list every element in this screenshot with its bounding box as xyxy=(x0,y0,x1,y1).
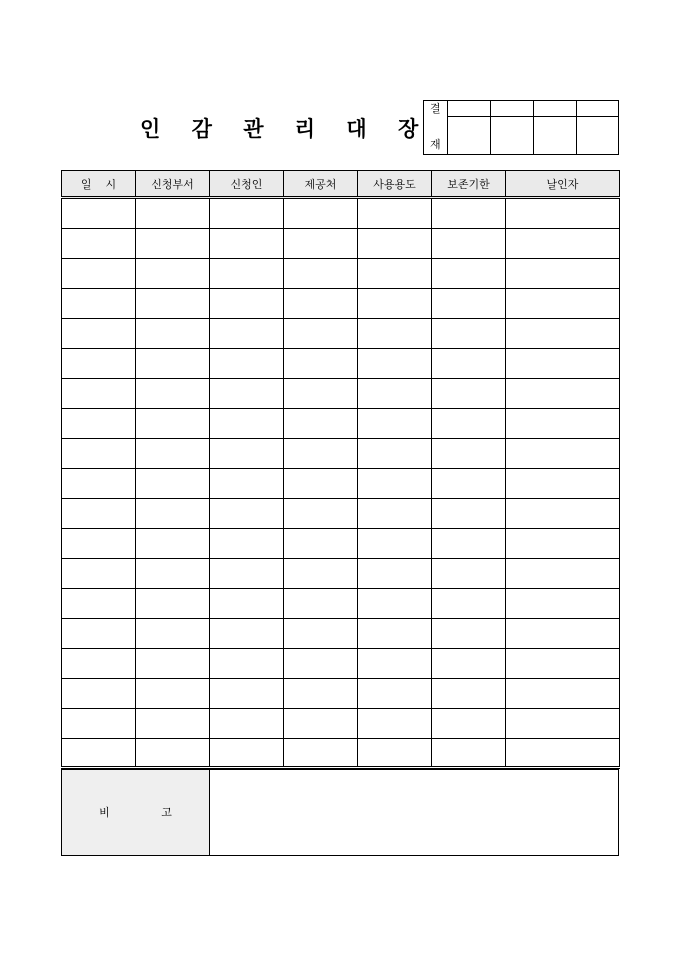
table-cell[interactable] xyxy=(432,619,506,649)
table-cell[interactable] xyxy=(358,559,432,589)
table-cell[interactable] xyxy=(358,198,432,229)
table-cell[interactable] xyxy=(210,289,284,319)
table-cell[interactable] xyxy=(432,499,506,529)
table-cell[interactable] xyxy=(506,529,620,559)
table-cell[interactable] xyxy=(136,469,210,499)
table-cell[interactable] xyxy=(432,259,506,289)
table-cell[interactable] xyxy=(358,379,432,409)
approval-label-column xyxy=(424,101,448,154)
table-cell[interactable] xyxy=(284,349,358,379)
table-cell[interactable] xyxy=(136,529,210,559)
table-cell[interactable] xyxy=(210,589,284,619)
table-cell[interactable] xyxy=(432,529,506,559)
table-cell[interactable] xyxy=(432,649,506,679)
table-cell[interactable] xyxy=(432,319,506,349)
table-row xyxy=(62,589,620,619)
table-cell[interactable] xyxy=(506,589,620,619)
table-cell[interactable] xyxy=(284,289,358,319)
remarks-field[interactable] xyxy=(210,770,618,855)
table-cell[interactable] xyxy=(432,469,506,499)
table-cell[interactable] xyxy=(506,709,620,739)
table-cell[interactable] xyxy=(136,619,210,649)
table-cell[interactable] xyxy=(62,679,136,709)
table-cell[interactable] xyxy=(358,679,432,709)
remarks-section xyxy=(61,769,619,856)
column-header-department: 신청부서 xyxy=(136,171,210,198)
table-cell[interactable] xyxy=(432,739,506,768)
table-cell[interactable] xyxy=(506,469,620,499)
table-cell[interactable] xyxy=(210,198,284,229)
table-cell[interactable] xyxy=(358,469,432,499)
table-cell[interactable] xyxy=(358,289,432,319)
table-cell[interactable] xyxy=(136,229,210,259)
table-cell[interactable] xyxy=(210,559,284,589)
table-cell[interactable] xyxy=(136,709,210,739)
table-row xyxy=(62,379,620,409)
table-cell[interactable] xyxy=(62,619,136,649)
table-cell[interactable] xyxy=(358,229,432,259)
table-cell[interactable] xyxy=(358,739,432,768)
table-row xyxy=(62,409,620,439)
table-cell[interactable] xyxy=(210,619,284,649)
table-cell[interactable] xyxy=(62,529,136,559)
table-cell[interactable] xyxy=(284,589,358,619)
table-cell[interactable] xyxy=(62,709,136,739)
table-cell[interactable] xyxy=(62,589,136,619)
table-row xyxy=(62,709,620,739)
table-cell[interactable] xyxy=(210,649,284,679)
table-row xyxy=(62,499,620,529)
table-row xyxy=(62,439,620,469)
table-cell[interactable] xyxy=(506,499,620,529)
table-cell[interactable] xyxy=(358,499,432,529)
table-cell[interactable] xyxy=(62,229,136,259)
column-header-retention: 보존기한 xyxy=(432,171,506,198)
table-cell[interactable] xyxy=(210,379,284,409)
seal-ledger-table xyxy=(61,170,620,769)
table-cell[interactable] xyxy=(506,319,620,349)
table-cell[interactable] xyxy=(284,198,358,229)
table-cell[interactable] xyxy=(284,679,358,709)
table-row xyxy=(62,649,620,679)
table-cell[interactable] xyxy=(506,679,620,709)
table-cell[interactable] xyxy=(284,619,358,649)
table-cell[interactable] xyxy=(284,439,358,469)
table-cell[interactable] xyxy=(432,229,506,259)
table-header-row xyxy=(62,171,620,198)
table-cell[interactable] xyxy=(210,469,284,499)
table-row xyxy=(62,739,620,768)
table-cell[interactable] xyxy=(136,679,210,709)
table-cell[interactable] xyxy=(506,649,620,679)
table-cell[interactable] xyxy=(432,559,506,589)
table-cell[interactable] xyxy=(506,439,620,469)
table-cell[interactable] xyxy=(136,319,210,349)
table-cell[interactable] xyxy=(62,649,136,679)
table-cell[interactable] xyxy=(62,469,136,499)
table-cell[interactable] xyxy=(284,409,358,439)
table-cell[interactable] xyxy=(506,379,620,409)
table-cell[interactable] xyxy=(432,709,506,739)
table-cell[interactable] xyxy=(284,319,358,349)
table-cell[interactable] xyxy=(210,349,284,379)
table-cell[interactable] xyxy=(136,589,210,619)
table-cell[interactable] xyxy=(432,409,506,439)
table-row xyxy=(62,559,620,589)
table-cell[interactable] xyxy=(62,259,136,289)
table-row xyxy=(62,229,620,259)
table-cell[interactable] xyxy=(136,349,210,379)
table-row xyxy=(62,679,620,709)
table-cell[interactable] xyxy=(62,409,136,439)
table-cell[interactable] xyxy=(210,709,284,739)
column-header-applicant: 신청인 xyxy=(210,171,284,198)
table-cell[interactable] xyxy=(210,259,284,289)
table-row xyxy=(62,259,620,289)
table-cell[interactable] xyxy=(432,379,506,409)
table-cell[interactable] xyxy=(136,559,210,589)
table-cell[interactable] xyxy=(506,198,620,229)
table-cell[interactable] xyxy=(136,439,210,469)
table-row xyxy=(62,529,620,559)
table-cell[interactable] xyxy=(284,259,358,289)
table-cell[interactable] xyxy=(210,319,284,349)
table-cell[interactable] xyxy=(358,619,432,649)
column-header-purpose: 사용용도 xyxy=(358,171,432,198)
table-cell[interactable] xyxy=(284,709,358,739)
table-cell[interactable] xyxy=(62,349,136,379)
approval-signature-slot[interactable] xyxy=(577,101,618,154)
table-cell[interactable] xyxy=(136,739,210,768)
table-cell[interactable] xyxy=(136,409,210,439)
table-cell[interactable] xyxy=(210,679,284,709)
table-cell[interactable] xyxy=(284,469,358,499)
table-cell[interactable] xyxy=(284,649,358,679)
table-cell[interactable] xyxy=(506,619,620,649)
table-cell[interactable] xyxy=(506,289,620,319)
table-cell[interactable] xyxy=(136,289,210,319)
column-header-stamper: 날인자 xyxy=(506,171,620,198)
table-cell[interactable] xyxy=(506,349,620,379)
table-cell[interactable] xyxy=(62,559,136,589)
table-cell[interactable] xyxy=(432,198,506,229)
table-row xyxy=(62,198,620,229)
column-header-datetime: 일 시 xyxy=(62,171,136,198)
table-cell[interactable] xyxy=(506,259,620,289)
approval-label-bottom: 재 xyxy=(430,138,441,151)
table-cell[interactable] xyxy=(506,739,620,768)
table-row xyxy=(62,349,620,379)
column-header-recipient: 제공처 xyxy=(284,171,358,198)
table-cell[interactable] xyxy=(432,679,506,709)
document-title: 인 감 관 리 대 장 xyxy=(140,117,431,141)
table-cell[interactable] xyxy=(136,259,210,289)
table-cell[interactable] xyxy=(136,649,210,679)
table-cell[interactable] xyxy=(358,589,432,619)
table-cell[interactable] xyxy=(62,739,136,768)
table-cell[interactable] xyxy=(432,349,506,379)
table-cell[interactable] xyxy=(284,559,358,589)
table-cell[interactable] xyxy=(210,529,284,559)
table-cell[interactable] xyxy=(62,379,136,409)
table-cell[interactable] xyxy=(284,499,358,529)
approval-signature-slot[interactable] xyxy=(534,101,577,154)
table-cell[interactable] xyxy=(136,379,210,409)
table-cell[interactable] xyxy=(284,229,358,259)
table-cell[interactable] xyxy=(358,649,432,679)
table-cell[interactable] xyxy=(210,229,284,259)
table-cell[interactable] xyxy=(358,349,432,379)
table-cell[interactable] xyxy=(432,289,506,319)
table-cell[interactable] xyxy=(62,439,136,469)
approval-signature-slot[interactable] xyxy=(448,101,491,154)
table-cell[interactable] xyxy=(358,409,432,439)
table-cell[interactable] xyxy=(432,589,506,619)
table-cell[interactable] xyxy=(210,409,284,439)
table-cell[interactable] xyxy=(62,289,136,319)
table-cell[interactable] xyxy=(284,379,358,409)
table-cell[interactable] xyxy=(62,198,136,229)
table-cell[interactable] xyxy=(432,439,506,469)
table-cell[interactable] xyxy=(136,198,210,229)
table-cell[interactable] xyxy=(210,499,284,529)
table-cell[interactable] xyxy=(506,229,620,259)
table-cell[interactable] xyxy=(358,439,432,469)
table-cell[interactable] xyxy=(358,259,432,289)
table-cell[interactable] xyxy=(358,529,432,559)
table-row xyxy=(62,619,620,649)
approval-box xyxy=(423,100,619,155)
table-cell[interactable] xyxy=(358,319,432,349)
table-cell[interactable] xyxy=(358,709,432,739)
table-row xyxy=(62,289,620,319)
table-cell[interactable] xyxy=(506,409,620,439)
table-cell[interactable] xyxy=(284,529,358,559)
table-cell[interactable] xyxy=(284,739,358,768)
table-cell[interactable] xyxy=(210,739,284,768)
approval-signature-slot[interactable] xyxy=(491,101,534,154)
table-cell[interactable] xyxy=(62,499,136,529)
table-row xyxy=(62,469,620,499)
remarks-label: 비 고 xyxy=(62,770,210,855)
approval-label-top: 결 xyxy=(430,102,441,115)
table-cell[interactable] xyxy=(506,559,620,589)
table-cell[interactable] xyxy=(62,319,136,349)
table-cell[interactable] xyxy=(136,499,210,529)
table-row xyxy=(62,319,620,349)
table-cell[interactable] xyxy=(210,439,284,469)
